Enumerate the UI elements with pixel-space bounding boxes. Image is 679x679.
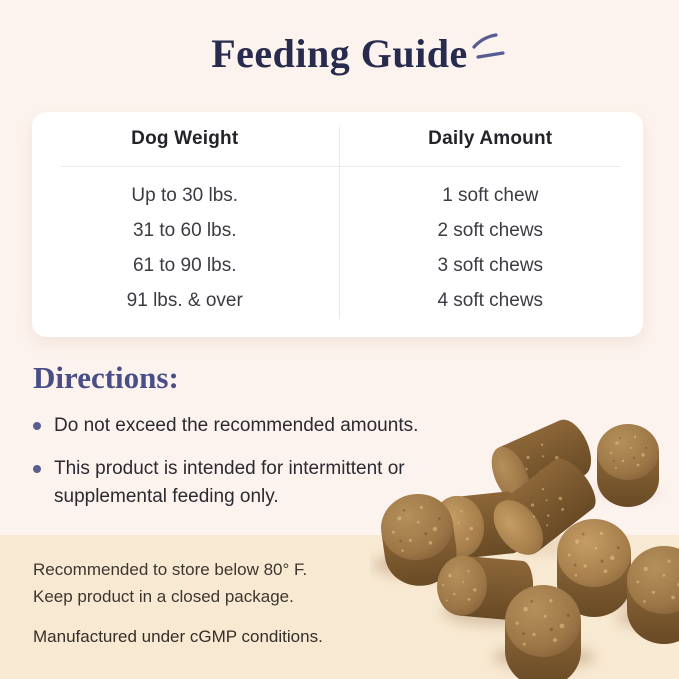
soft-chew	[597, 424, 659, 507]
table-row	[32, 248, 643, 283]
page-title: Feeding Guide	[211, 31, 468, 76]
soft-chew	[627, 546, 679, 644]
storage-line: Keep product in a closed package.	[33, 587, 294, 606]
soft-chew	[505, 585, 581, 679]
table-row	[32, 213, 643, 248]
table-header-row	[32, 112, 643, 166]
manufactured-note: Manufactured under cGMP conditions.	[33, 627, 323, 646]
amount-cell: 3 soft chews	[437, 254, 544, 276]
sparkle-accent-icon	[470, 32, 506, 62]
amount-cell: 4 soft chews	[437, 289, 544, 311]
bullet-dot-icon	[33, 465, 41, 473]
weight-cell: 31 to 60 lbs.	[132, 219, 237, 241]
storage-line: Recommended to store below 80° F.	[33, 560, 308, 579]
amount-cell: 2 soft chews	[437, 219, 544, 241]
amount-cell: 1 soft chew	[442, 184, 539, 206]
bullet-text: Do not exceed the recommended amounts.	[54, 415, 419, 436]
bullet-dot-icon	[33, 422, 41, 430]
feeding-table-card	[32, 112, 643, 337]
column-header-dog-weight: Dog Weight	[131, 128, 239, 149]
soft-chews-photo	[370, 405, 679, 679]
weight-cell: 91 lbs. & over	[126, 289, 243, 311]
table-row	[32, 178, 643, 213]
table-row	[32, 283, 643, 318]
bullet-text: This product is intended for intermittent or supplemental feeding only.	[54, 458, 405, 507]
directions-heading: Directions:	[33, 360, 179, 395]
table-body	[32, 178, 643, 318]
weight-cell: 61 to 90 lbs.	[132, 254, 237, 276]
storage-note	[33, 556, 307, 610]
header	[0, 30, 679, 77]
weight-cell: Up to 30 lbs.	[131, 184, 239, 206]
column-header-daily-amount: Daily Amount	[428, 128, 553, 149]
header-divider	[60, 166, 621, 167]
